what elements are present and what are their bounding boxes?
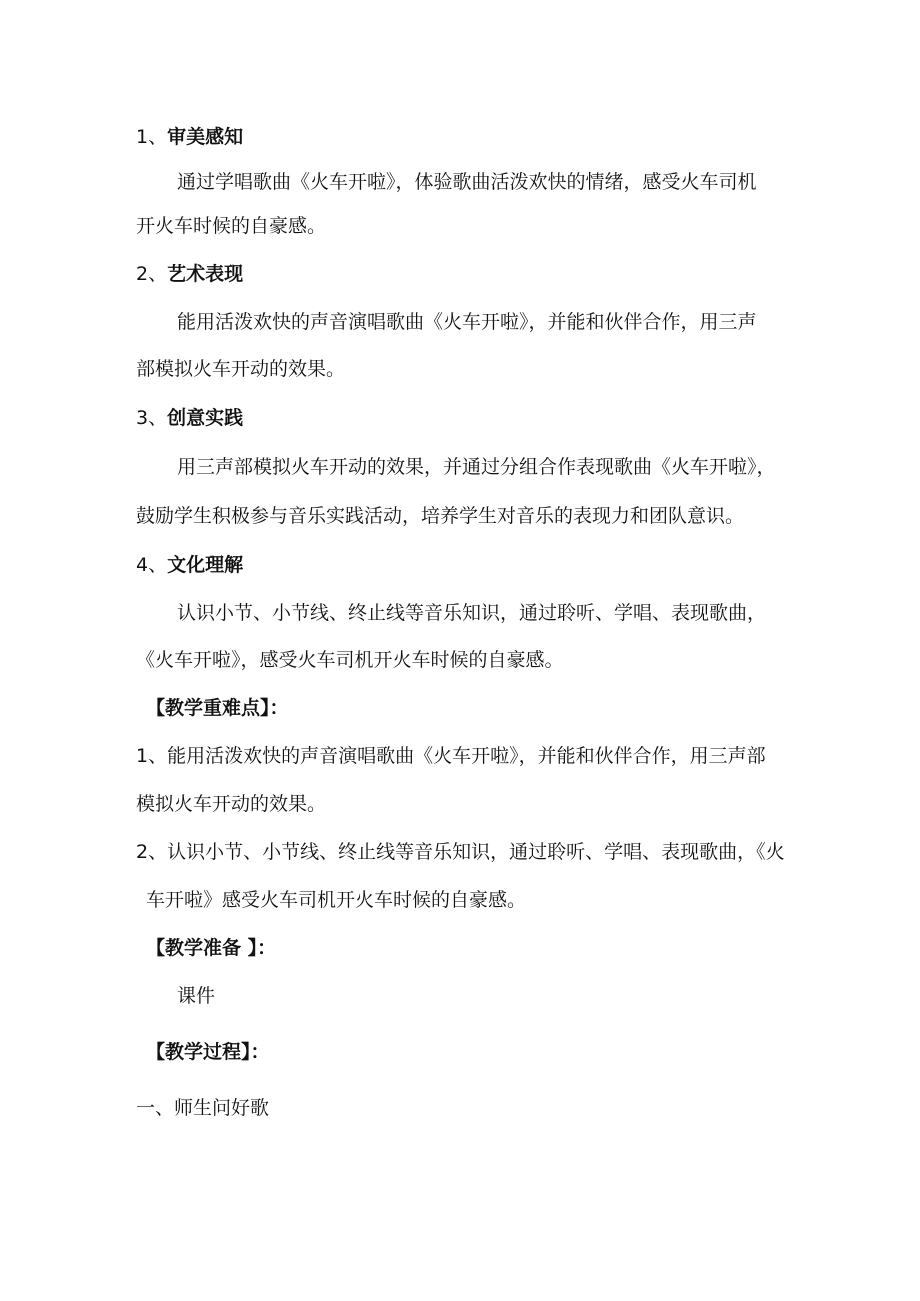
paragraph-line: 开火车时候的自豪感。 [136, 215, 327, 237]
section-title: 文化理解 [167, 554, 244, 576]
paragraph-line: 部模拟火车开动的效果。 [136, 358, 346, 380]
process-step: 一、师生问好歌 [136, 1097, 270, 1119]
key-point-line: 模拟火车开动的效果。 [136, 793, 327, 815]
paragraph-line: 《火车开啦》，感受火车司机开火车时候的自豪感。 [136, 649, 564, 671]
paragraph-line: 鼓励学生积极参与音乐实践活动，培养学生对音乐的表现力和团队意识。 [136, 505, 745, 527]
paragraph-line: 认识小节、小节线、终止线等音乐知识，通过聆听、学唱、表现歌曲， [177, 602, 767, 624]
key-point-line: 2、认识小节、小节线、终止线等音乐知识，通过聆听、学唱、表现歌曲，《火 [136, 841, 785, 863]
section-title: 创意实践 [167, 407, 244, 429]
preparation-heading: 【教学准备 】： [146, 937, 277, 959]
paragraph-line: 通过学唱歌曲《火车开啦》，体验歌曲活泼欢快的情绪，感受火车司机 [177, 171, 757, 193]
section-heading-culture [136, 553, 243, 577]
section-heading-art [136, 262, 243, 286]
preparation-item: 课件 [177, 985, 216, 1007]
section-title: 审美感知 [167, 126, 244, 148]
process-heading: 【教学过程】： [146, 1041, 270, 1063]
section-heading-creative [136, 406, 243, 430]
section-number: 4、 [136, 554, 168, 576]
section-heading-aesthetic [136, 125, 243, 149]
paragraph-line: 用三声部模拟火车开动的效果，并通过分组合作表现歌曲《火车开啦》， [177, 456, 776, 478]
section-title: 艺术表现 [167, 263, 244, 285]
section-number: 1、 [136, 126, 168, 148]
key-points-heading: 【教学重难点】： [146, 697, 289, 719]
paragraph-line: 能用活泼欢快的声音演唱歌曲《火车开啦》，并能和伙伴合作，用三声 [177, 311, 757, 333]
key-point-line: 车开啦》感受火车司机开火车时候的自豪感。 [146, 889, 527, 911]
key-point-line: 1、能用活泼欢快的声音演唱歌曲《火车开啦》，并能和伙伴合作，用三声部 [136, 745, 766, 767]
section-number: 3、 [136, 407, 168, 429]
section-number: 2、 [136, 263, 168, 285]
